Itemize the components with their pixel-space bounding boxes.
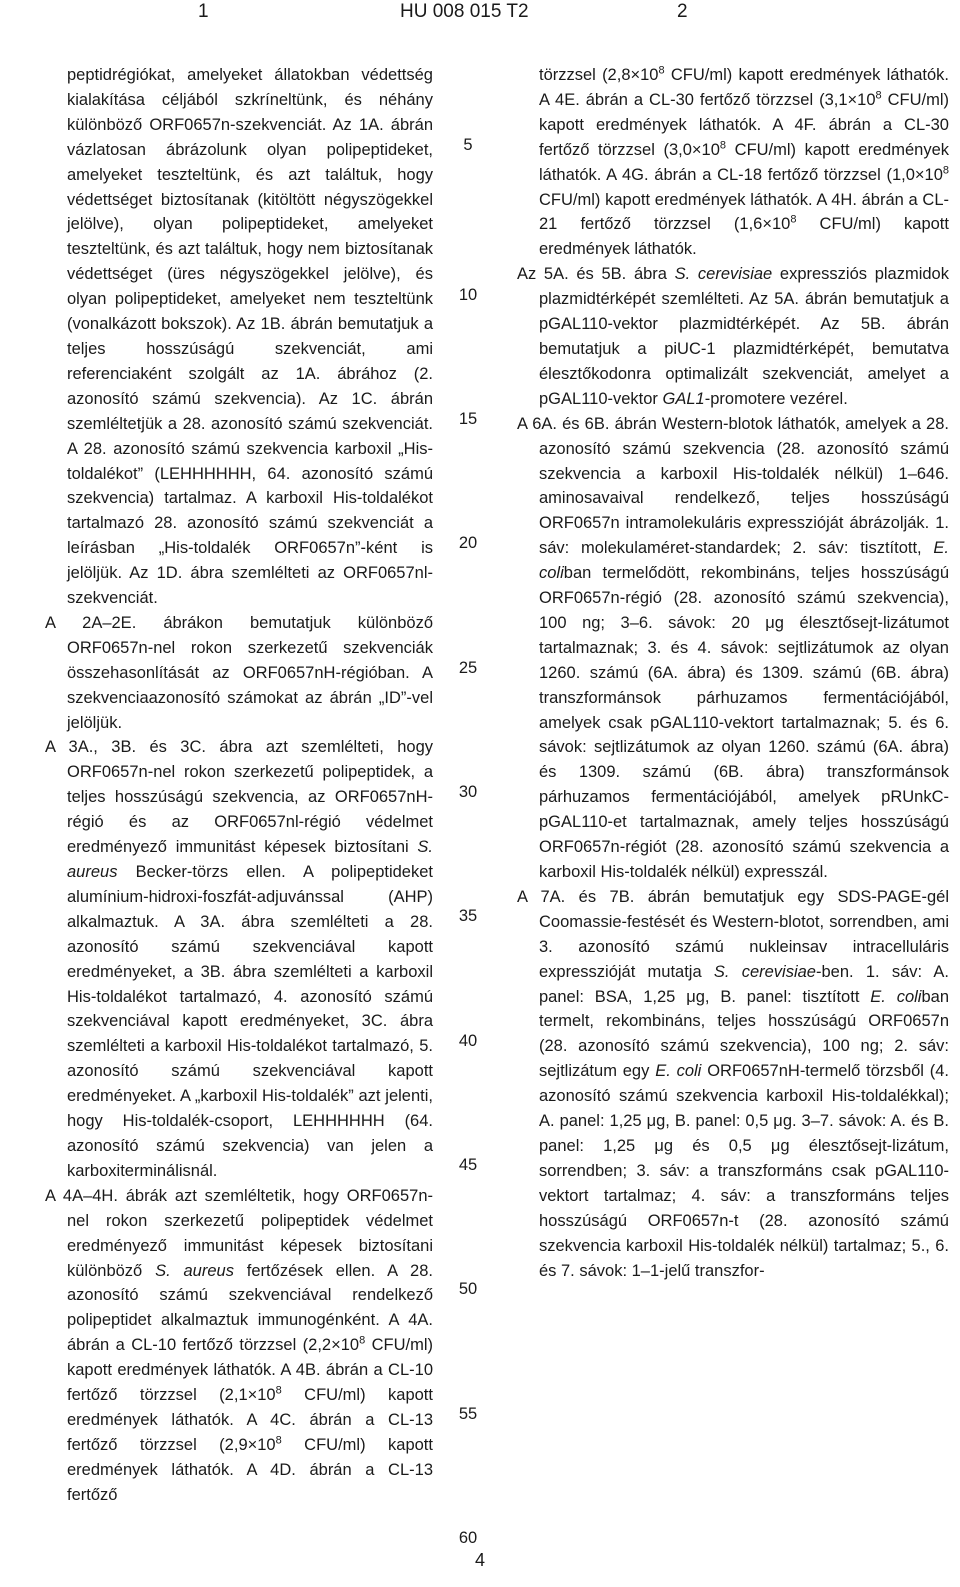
left-paragraph-4	[45, 1184, 433, 1508]
text-run: CFU/ml) kapott eredmények láthatók. A 4B. ábrán a CL-10 fertőző törzzsel (2,1×10	[67, 1336, 434, 1405]
text-run: CFU/ml) kapott eredmények láthatók. A 4F. ábrán a CL-30 fertőző törzzsel (3,0×10	[539, 90, 950, 159]
line-number: 55	[458, 1405, 478, 1423]
text-run: CFU/ml) kapott eredmények láthatók.	[539, 215, 949, 259]
line-number: 30	[458, 783, 478, 801]
text-run: A 6A. és 6B. ábrán Western-blotok láthatók, amelyek a 28. azonosító számú szekvencia (28. azonosító számú szekvencia a karboxil His-toldalék nélkül) 1–646. aminosavaival rendelkező, teljes hosszúságú ORF0657n intramolekuláris expresszióját ábrázolják. 1. sáv: molekulaméret-standardek; 2. sáv: tisztított,	[517, 414, 949, 558]
right-column	[517, 63, 949, 1283]
right-paragraph-3	[517, 412, 949, 885]
superscript: 8	[875, 89, 882, 102]
page-footer	[0, 1550, 960, 1571]
italic-run: S. cerevisiae	[713, 962, 816, 981]
superscript: 8	[658, 64, 665, 77]
text-run: A 7A. és 7B. ábrán bemutatjuk egy SDS-PAGE-gél Coomassie-festését és Western-blotot, sorrendben, ami 3. azonosító számú nukleinsav intracelluláris expresszióját mutatja	[517, 887, 949, 981]
line-number: 40	[458, 1032, 478, 1050]
line-number: 50	[458, 1280, 478, 1298]
text-run: CFU/ml) kapott eredmények láthatók. A 4D. ábrán a CL-13 fertőző	[67, 1435, 433, 1504]
right-paragraph-2	[517, 262, 949, 411]
text-run: CFU/ml) kapott eredmények láthatók. A 4G. ábrán a CL-18 fertőző törzzsel (1,0×10	[539, 140, 949, 184]
left-paragraph-1: peptidrégiókat, amelyeket állatokban védettség kialakítása céljából szkríneltünk, és néhány különböző ORF0657n-szekvenciát. Az 1A. ábrán vázlatosan ábrázolunk olyan polipeptideket, amelyeket teszteltünk, és azt találtuk, hogy védettséget biztosítanak (kitöltött négyszögekkel jelölve), olyan polipeptideket, amelyeket teszteltünk, és azt találtuk, hogy nem biztosítanak védettséget (üres négyszögekkel jelölve), és olyan polipeptideket, amelyeket nem teszteltünk (vonalkázott bokszok). Az 1B. ábrán bemutatjuk a teljes hosszúságú szekvenciát, ami referenciaként szolgált az 1A. ábrához (2. azonosító számú szekvencia). Az 1C. ábrán szemléltetjük a 28. azonosító számú szekvenciát. A 28. azonosító számú szekvencia karboxil „His-toldalékot” (LEHHHHHH, 64. azonosító számú szekvencia) tartalmaz. A karboxil His-toldalékot tartalmazó 28. azonosító számú szekvenciát a leírásban „His-toldalék ORF0657n”-ként is jelöljük. Az 1D. ábra szemlélteti az ORF0657nl-szekvenciát.	[67, 66, 433, 608]
text-run: Az 5A. és 5B. ábra	[517, 265, 667, 284]
superscript: 8	[942, 164, 949, 177]
line-number: 5	[463, 136, 473, 154]
text-run: Becker-törzs ellen. A polipeptideket alumínium-hidroxi-foszfát-adjuvánssal (AHP) alkalmaztuk. A 3A. ábra szemlélteti a 28. azonosító számú szekvenciával kapott eredményeket, a 3B. ábra szemlélteti a karboxil His-toldalékot tartalmazó, 4. azonosító számú szekvenciával kapott eredményeket, 3C. ábra szemlélteti a karboxil His-toldalékot tartalmazó, 5. azonosító számú szekvenciával kapott eredményeket. A „karboxil His-toldalék” azt jelenti, hogy His-toldalék-csoport, LEHHHHHH (64. azonosító számú szekvencia) van jelen a karboxiterminálisnál.	[67, 863, 433, 1180]
text-run: CFU/ml) kapott eredmények láthatók. A 4E. ábrán a CL-30 fertőző törzzsel (3,1×10	[539, 66, 949, 109]
text-run: A 4A–4H. ábrák azt szemléltetik, hogy ORF0657n-nel rokon szerkezetű polipeptidek védelmet eredményező immunitást képesek biztosítani különböző	[45, 1186, 433, 1280]
text-run: CFU/ml) kapott eredmények láthatók. A 4C. ábrán a CL-13 fertőző törzzsel (2,9×10	[67, 1386, 433, 1454]
italic-run: GAL1	[662, 389, 705, 408]
italic-run: E. coli	[870, 987, 922, 1006]
text-run: -ben. 1. sáv: A. panel: BSA, 1,25 μg, B. panel: tisztított	[539, 962, 949, 1006]
right-paragraph-4	[517, 885, 949, 1284]
text-run: ban termelődött, rekombináns, teljes hosszúságú ORF0657n-régió (28. azonosító számú szekvencia), 100 ng; 3–6. sávok: 20 μg élesztősejt-lizátumot tartalmaznak; 3. és 4. sávok: sejtlizátumok az olyan 1260. számú (6A. ábra) és 1309. számú (6B. ábra) transzformánsok párhuzamos fermentációjából, amelyek csak pGAL110-vektort tartalmaznak; 5. és 6. sávok: sejtlizátumok az olyan 1260. számú (6A. ábra) és 1309. számú (6B. ábra) transzformánsok párhuzamos fermentációjából, amelyek pRUnkC-pGAL110-et tartalmaznak, amely teljes hosszúságú ORF0657n-régiót (28. azonosító számú szekvencia a karboxil His-toldalék nélkül) expresszál.	[539, 564, 949, 881]
right-paragraph-1	[517, 63, 949, 262]
text-run: -promotere vezérel.	[704, 389, 848, 408]
line-number: 25	[458, 659, 478, 677]
text-run: törzzsel (2,8×10	[539, 66, 659, 84]
text-run: ban termelt, rekombináns, teljes hosszúságú ORF0657n (28. azonosító számú szekvencia), 100 ng; 2. sáv: sejtlizátum egy	[539, 987, 950, 1081]
superscript: 8	[275, 1434, 282, 1447]
italic-run: S. cerevisiae	[674, 265, 773, 284]
left-paragraph-2: A 2A–2E. ábrákon bemutatjuk különböző ORF0657n-nel rokon szerkezetű szekvenciák összehasonlítását az ORF0657nH-régióban. A szekvenciaazonosító számokat az ábrán „ID”-vel jelöljük.	[45, 613, 433, 732]
text-run: CFU/ml) kapott eredmények láthatók. A 4H. ábrán a CL-21 fertőző törzzsel (1,6×10	[539, 190, 949, 234]
line-number: 20	[458, 534, 478, 552]
superscript: 8	[275, 1384, 282, 1397]
left-paragraph-3	[45, 735, 433, 1183]
text-run: expressziós plazmidok plazmidtérképét szemlélteti. Az 5A. ábrán bemutatjuk a pGAL110-vektor plazmidtérképét. Az 5B. ábrán bemutatjuk a piUC-1 plazmidtérképét, bemutatva élesztőkodonra optimalizált szekvenciát, amelyet a pGAL110-vektor	[539, 265, 949, 408]
text-run: ORF0657nH-termelő törzsből (4. azonosító számú szekvencia karboxil His-toldalékkal); A. panel: 1,25 μg, B. panel: 0,5 μg. 3–7. sávok: A. és B. panel: 1,25 μg és 0,5 μg élesztősejt-lizátum, sorrendben; 3. sáv: a transzformáns csak pGAL110-vektort tartalmaz; 4. sáv: a transzformáns teljes hosszúságú ORF0657n-t (28. azonosító számú szekvencia karboxil His-toldalék nélkül) tartalmaz; 5., 6. és 7. sávok: 1–1-jelű transzfor-	[539, 1062, 949, 1280]
line-number: 15	[458, 410, 478, 428]
line-number: 10	[458, 286, 478, 304]
superscript: 8	[719, 139, 727, 152]
italic-run: E. coli	[539, 539, 949, 583]
left-page-number: 1	[198, 1, 209, 22]
left-column	[45, 63, 433, 1508]
superscript: 8	[790, 213, 797, 226]
line-number: 45	[458, 1156, 478, 1174]
text-run: A 3A., 3B. és 3C. ábra azt szemlélteti, hogy ORF0657n-nel rokon szerkezetű polipeptidek, a teljes hosszúságú szekvencia, az ORF0657nH-régió és az ORF0657nl-régió védelmet eredményező immunitást képesek biztosítani	[45, 738, 433, 857]
italic-run: E. coli	[655, 1062, 702, 1081]
italic-run: S. aureus	[67, 838, 433, 881]
italic-run: S. aureus	[155, 1261, 234, 1280]
footer-page-number: 4	[474, 1550, 485, 1570]
line-number: 35	[458, 907, 478, 925]
superscript: 8	[359, 1334, 366, 1347]
line-number-gutter	[448, 0, 488, 1587]
document-id: HU 008 015 T2	[400, 1, 529, 22]
right-page-number: 2	[677, 1, 688, 22]
line-number: 60	[458, 1529, 478, 1547]
text-run: fertőzések ellen. A 28. azonosító számú szekvenciával rendelkező polipeptidet alkalmaztuk immunogénként. A 4A. ábrán a CL-10 fertőző törzzsel (2,2×10	[67, 1261, 433, 1355]
